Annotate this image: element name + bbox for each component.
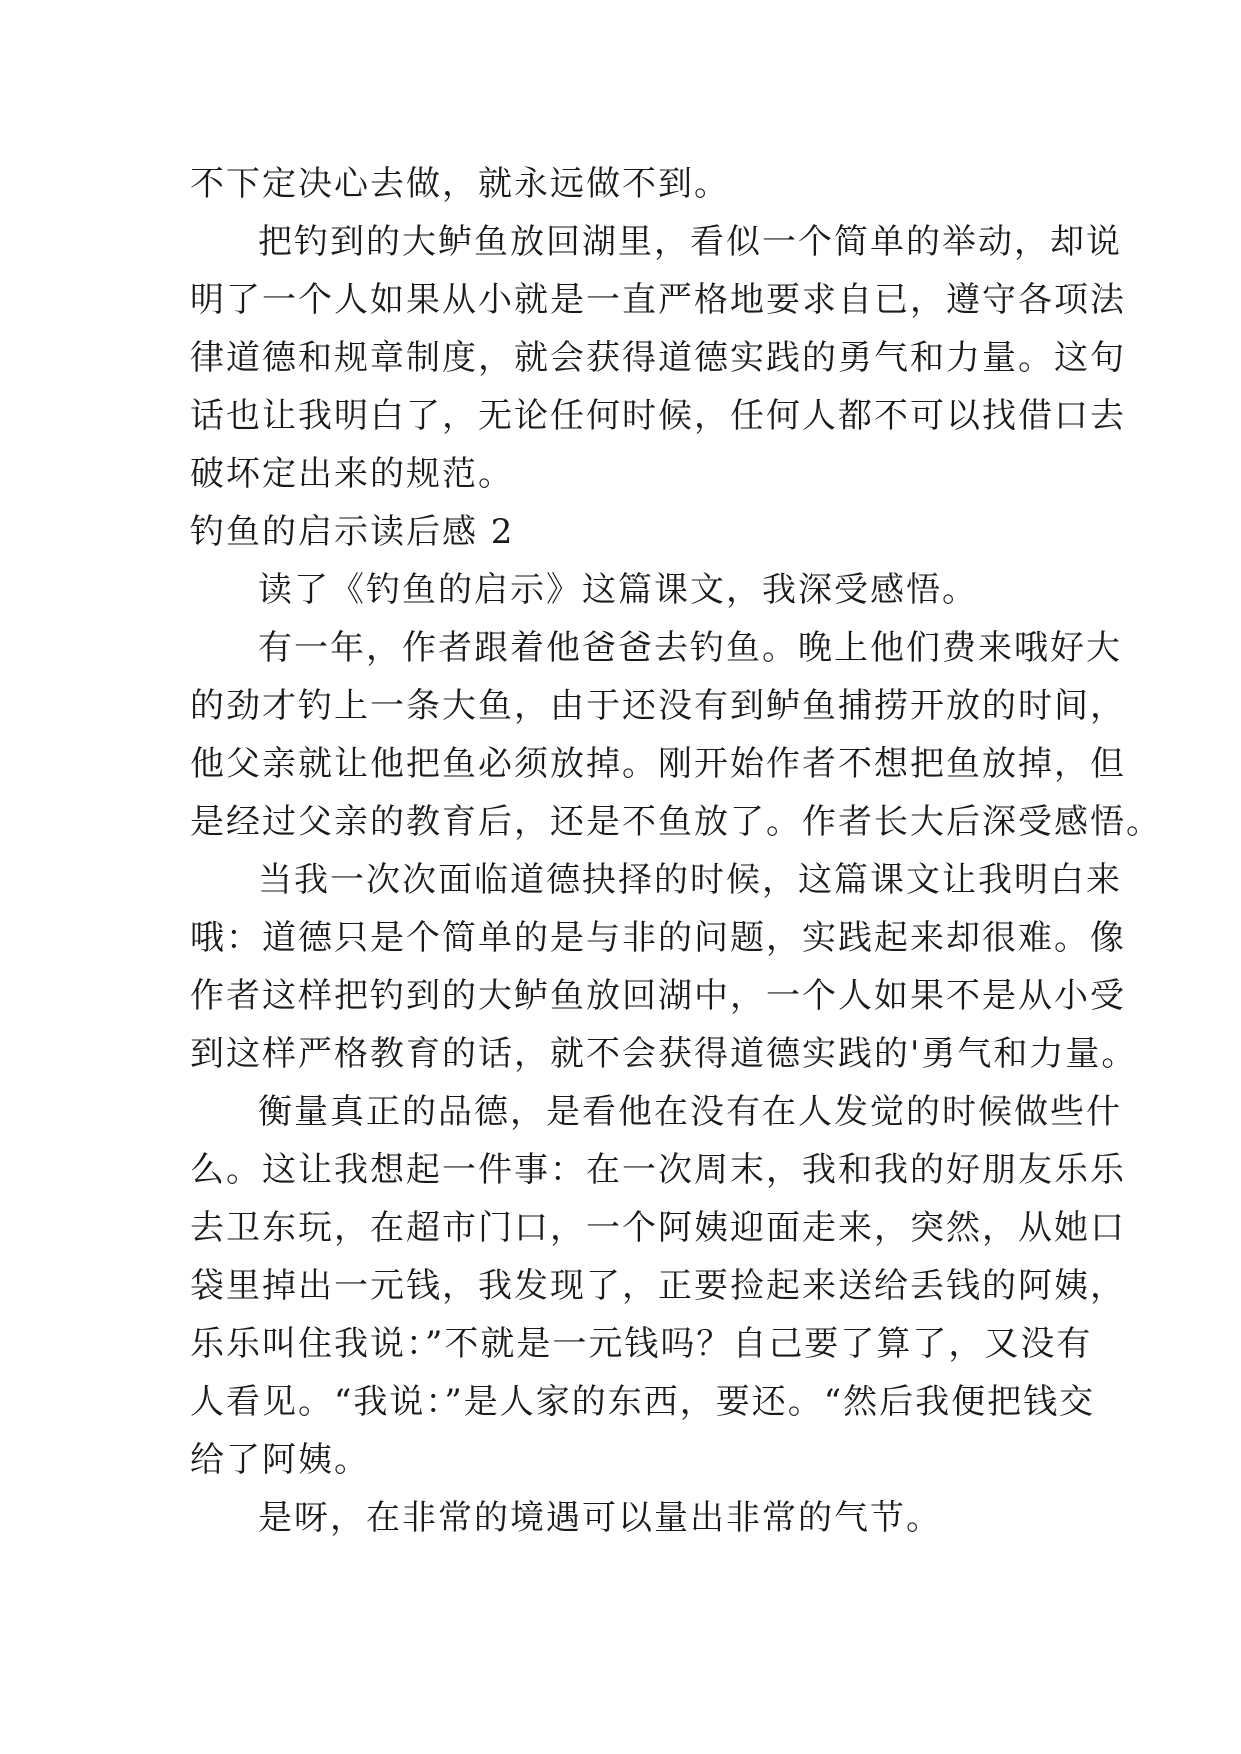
text-line: 是经过父亲的教育后，还是不鱼放了。作者长大后深受感悟。 [190,802,1162,842]
text-line: 是呀，在非常的境遇可以量出非常的气节。 [258,1498,942,1538]
text-line: 衡量真正的品德，是看他在没有在人发觉的时候做些什 [258,1092,1122,1132]
text-line: 把钓到的大鲈鱼放回湖里，看似一个简单的举动，却说 [258,222,1122,262]
text-line: 他父亲就让他把鱼必须放掉。刚开始作者不想把鱼放掉，但 [190,744,1126,784]
text-line: 不下定决心去做，就永远做不到。 [190,164,730,204]
document-body [190,155,1162,1547]
text-line: 有一年，作者跟着他爸爸去钓鱼。晚上他们费来哦好大 [258,628,1122,668]
text-line: 到这样严格教育的话，就不会获得道德实践的'勇气和力量。 [190,1034,1138,1074]
text-line: 袋里掉出一元钱，我发现了，正要捡起来送给丢钱的阿姨， [190,1266,1126,1306]
text-line: 明了一个人如果从小就是一直严格地要求自已，遵守各项法 [190,280,1126,320]
text-line: 给了阿姨。 [190,1440,370,1480]
text-line: 人看见。“我说：”是人家的东西，要还。“然后我便把钱交 [190,1382,1096,1422]
text-line: 的劲才钓上一条大鱼，由于还没有到鲈鱼捕捞开放的时间， [190,686,1126,726]
text-line: 哦：道德只是个简单的是与非的问题，实践起来却很难。像 [190,918,1126,958]
text-line: 当我一次次面临道德抉择的时候，这篇课文让我明白来 [258,860,1122,900]
section-heading: 钓鱼的启示读后感 2 [190,512,515,552]
text-line: 么。这让我想起一件事：在一次周末，我和我的好朋友乐乐 [190,1150,1126,1190]
text-line: 律道德和规章制度，就会获得道德实践的勇气和力量。这句 [190,338,1126,378]
text-line: 读了《钓鱼的启示》这篇课文，我深受感悟。 [258,570,978,610]
text-line: 乐乐叫住我说：”不就是一元钱吗？自己要了算了，又没有 [190,1324,1093,1364]
text-line: 去卫东玩，在超市门口，一个阿姨迎面走来，突然，从她口 [190,1208,1126,1248]
text-line: 作者这样把钓到的大鲈鱼放回湖中，一个人如果不是从小受 [190,976,1126,1016]
text-line: 破坏定出来的规范。 [190,454,514,494]
text-line: 话也让我明白了，无论任何时候，任何人都不可以找借口去 [190,396,1126,436]
